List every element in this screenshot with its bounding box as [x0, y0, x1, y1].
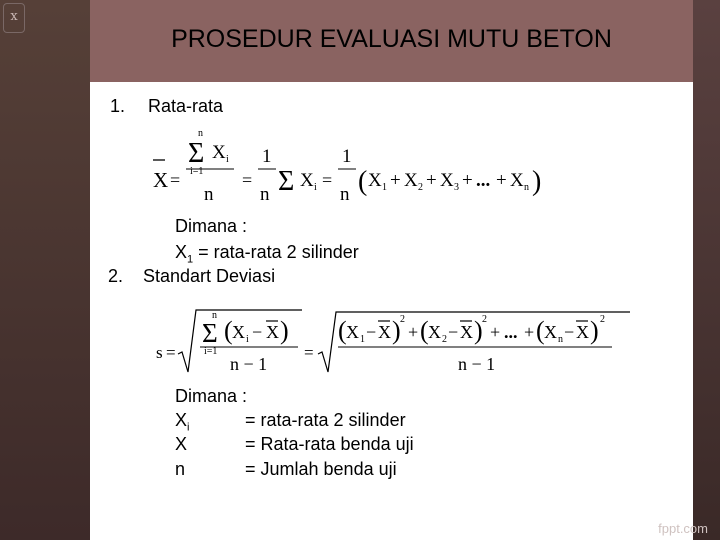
def-row-2-symbol: X — [175, 434, 188, 454]
section2-heading: Standart Deviasi — [143, 266, 276, 286]
formula1-dots: ... — [476, 170, 491, 191]
mean-formula — [150, 124, 590, 206]
title-bar — [90, 0, 693, 82]
sigma-symbol: Σ — [188, 138, 205, 169]
slide-title: PROSEDUR EVALUASI MUTU BETON — [171, 25, 612, 53]
formula2-plus1: + — [408, 322, 419, 342]
section1-number: 1. — [110, 96, 126, 116]
formula1-sn: n — [524, 182, 529, 193]
def-row-3-desc: = Jumlah benda uji — [245, 459, 397, 479]
def-row-2-desc: = Rata-rata benda uji — [245, 434, 414, 454]
formula1-n-b: n — [340, 184, 350, 205]
formula1-plus1: + — [390, 170, 401, 191]
formula1-eq2: = — [242, 170, 253, 190]
formula2-plus3: + — [524, 322, 535, 342]
formula2-sq2: 2 — [482, 314, 487, 325]
formula2-minus2: − — [448, 322, 459, 342]
slide-content — [90, 82, 693, 540]
formula2-xn: X — [544, 322, 557, 342]
def-sub: 1 — [187, 253, 194, 266]
sigma-symbol-3: Σ — [202, 318, 218, 348]
def-row-3-symbol: n — [175, 459, 186, 479]
formula1-n-a: n — [260, 184, 270, 205]
section2-number: 2. — [108, 266, 124, 286]
paren-open: ( — [358, 166, 368, 197]
formula1-s3: 3 — [454, 182, 459, 193]
formula1-denom-n: n — [204, 184, 214, 205]
formula2-s1: 1 — [360, 334, 365, 345]
formula1-numer-x: X — [212, 142, 226, 163]
formula2-xbar3: X — [576, 322, 589, 342]
formula1-eq3: = — [322, 170, 333, 190]
def-row-1-symbol — [175, 410, 189, 434]
formula2-eq1: = — [166, 343, 176, 362]
formula1-eq1: = — [170, 170, 181, 190]
stddev-formula — [152, 306, 632, 378]
section1-definition — [175, 242, 359, 266]
formula1-x2: X — [404, 170, 418, 191]
paren2-open: ( — [224, 316, 233, 345]
formula2-xbar2: X — [460, 322, 473, 342]
formula2-xbar1: X — [378, 322, 391, 342]
left-sidebar — [0, 0, 90, 540]
formula2-x2: X — [428, 322, 441, 342]
formula1-xn: X — [510, 170, 524, 191]
formula2-xbar: X — [266, 322, 279, 342]
formula2-sq3: 2 — [600, 314, 605, 325]
section2-dimana: Dimana : — [175, 386, 248, 406]
formula2-sum-top: n — [212, 310, 217, 321]
formula1-x3: X — [440, 170, 454, 191]
watermark: fppt.com — [658, 521, 708, 536]
formula1-plus4: + — [496, 170, 507, 191]
formula1-xi-sub: i — [314, 182, 317, 193]
formula1-plus2: + — [426, 170, 437, 191]
section1-dimana: Dimana : — [175, 216, 248, 236]
formula1-x1: X — [368, 170, 382, 191]
paren2-close: ) — [280, 316, 289, 345]
paren3-open: ( — [338, 316, 347, 345]
formula1-one-a: 1 — [262, 146, 272, 167]
formula1-plus3: + — [462, 170, 473, 191]
def1-symbol: X — [175, 410, 188, 430]
formula1-s2: 2 — [418, 182, 423, 193]
formula2-sum-bottom: i=1 — [204, 346, 218, 357]
def-row-1-desc: = rata-rata 2 silinder — [245, 410, 406, 430]
formula2-minus1: − — [366, 322, 377, 342]
formula1-numer-sub: i — [226, 154, 229, 165]
formula2-sq1: 2 — [400, 314, 405, 325]
paren3-close: ) — [392, 316, 401, 345]
formula2-plus2: + — [490, 322, 501, 342]
paren5-close: ) — [590, 316, 599, 345]
formula1-sum-bottom: i=1 — [190, 166, 204, 177]
formula2-xi: X — [232, 322, 245, 342]
formula2-eq2: = — [304, 343, 314, 362]
formula2-minus: − — [252, 322, 263, 342]
paren4-close: ) — [474, 316, 483, 345]
formula2-x1: X — [346, 322, 359, 342]
sigma-symbol-2: Σ — [278, 166, 295, 197]
paren-close: ) — [532, 166, 542, 197]
section1-heading: Rata-rata — [148, 96, 224, 116]
corner-badge: x — [3, 3, 25, 33]
right-sidebar — [693, 0, 720, 540]
formula2-sn: n — [558, 334, 563, 345]
formula1-one-b: 1 — [342, 146, 352, 167]
formula2-dots: ... — [504, 322, 518, 342]
formula2-minus3: − — [564, 322, 575, 342]
formula1-xi: X — [300, 170, 314, 191]
def1-sub: i — [187, 421, 190, 434]
formula2-denom2: n − 1 — [458, 354, 496, 374]
paren4-open: ( — [420, 316, 429, 345]
formula2-xi-sub: i — [246, 334, 249, 345]
formula2-s: s — [156, 343, 163, 362]
formula1-sum-top: n — [198, 128, 203, 139]
def-symbol: X — [175, 242, 188, 262]
paren5-open: ( — [536, 316, 545, 345]
formula2-s2: 2 — [442, 334, 447, 345]
formula2-denom1: n − 1 — [230, 354, 268, 374]
def-text: = rata-rata 2 silinder — [193, 242, 359, 262]
formula1-xbar: X — [153, 168, 169, 192]
formula1-s1: 1 — [382, 182, 387, 193]
